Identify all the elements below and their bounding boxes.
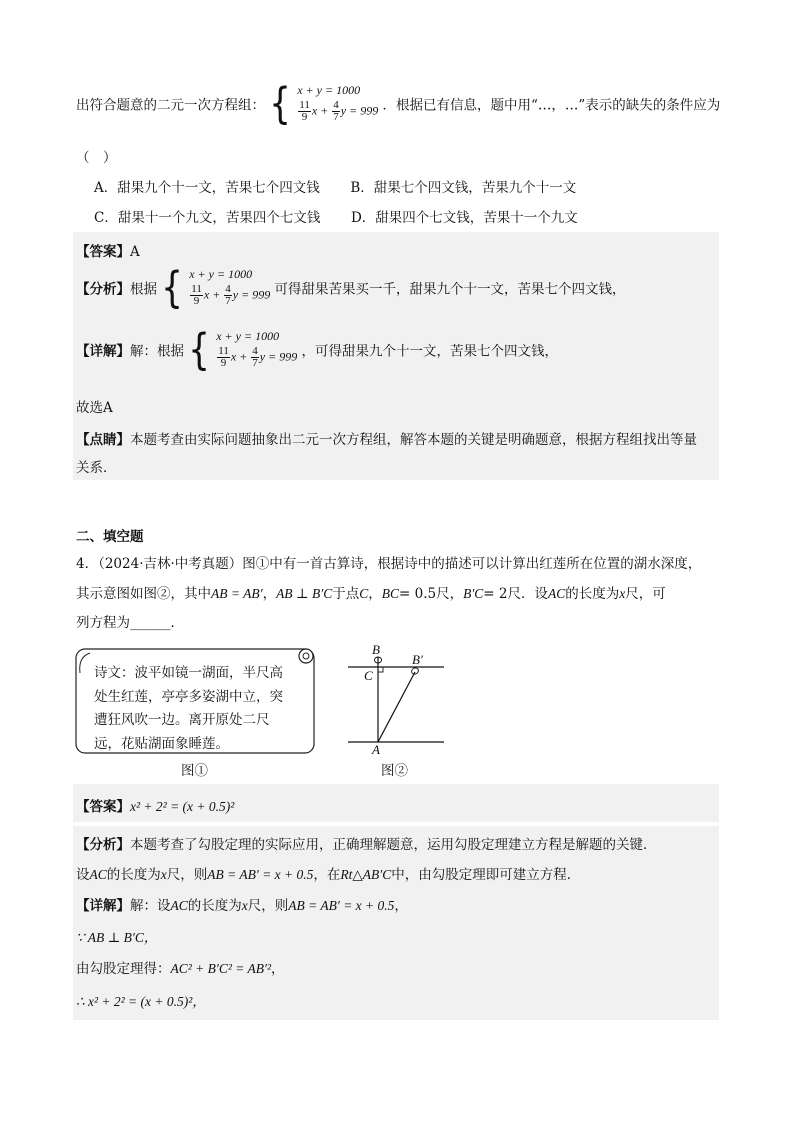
eq-row-2: $\frac{11}{9}$ x + $\frac{4}{7}$ y = 999 xyxy=(299,99,379,124)
q4-answer: 【答案】x² + 2² = (x + 0.5)² xyxy=(76,799,235,815)
q4-analysis: 【分析】本题考查了勾股定理的实际应用，正确理解题意，运用勾股定理建立方程是解题的关键． xyxy=(76,837,657,853)
figure-2-caption: 图② xyxy=(381,763,408,779)
q3-analysis: 【分析】根据 { x + y = 1000 $\frac{11}{9}$ x + $\frac{4}{7}$ y = 999 可得甜果苦果买一千，甜果九个十一文，苦果七个四文钱， xyxy=(76,262,626,313)
q4-line-3: 列方程为______． xyxy=(76,615,184,631)
eq-row-1: x + y = 1000 xyxy=(297,83,361,97)
q4-detail: 【详解】解：设AC的长度为x尺，则AB = AB′ = x + 0.5， xyxy=(76,898,408,914)
label-B: B xyxy=(372,642,380,657)
q4-analysis-line-2: 设AC的长度为x尺，则AB = AB′ = x + 0.5，在Rt△AB′C中，由勾股定理即可建立方程． xyxy=(76,867,581,883)
brace-symbol: { xyxy=(269,78,291,129)
q4-line-1: 4．（2024·吉林·中考真题）图①中有一首古算诗，根据诗中的描述可以计算出红莲所在位置的湖水深度， xyxy=(76,556,702,572)
label-A: A xyxy=(372,742,380,757)
q3-options-row-2 xyxy=(94,206,578,226)
q3-options-row-1 xyxy=(94,176,576,196)
q3-answer: 【答案】A xyxy=(76,244,140,260)
option-d[interactable]: D．甜果四个七文钱，苦果十一个九文 xyxy=(350,210,578,226)
label-B-prime: B′ xyxy=(412,652,423,667)
option-c[interactable]: C．甜果十一个九文，苦果四个七文钱 xyxy=(94,210,321,226)
option-a[interactable]: A．甜果九个十一文，苦果七个四文钱 xyxy=(94,180,320,196)
q3-system-line xyxy=(76,78,721,129)
q3-equation-system xyxy=(269,78,379,129)
q3-paren: （ ） xyxy=(76,150,117,166)
label-C: C xyxy=(364,668,373,683)
fraction-4-7: $\frac{4}{7}$ xyxy=(333,99,339,124)
detail-equation-system: { x + y = 1000 $\frac{11}{9}$ x + $\frac{4}{7}$ y = 999 xyxy=(188,324,298,375)
equation-rows xyxy=(297,84,378,123)
option-b[interactable]: B．甜果七个四文钱，苦果九个十一文 xyxy=(350,180,577,196)
q3-intro-text: 出符合题意的二元一次方程组： xyxy=(76,97,265,114)
q3-after-text: ．根据已有信息，题中用“…，…”表示的缺失的条件应为 xyxy=(382,97,721,114)
brace-symbol: { xyxy=(188,324,210,375)
figure-1-caption: 图① xyxy=(181,763,208,779)
poem-text: 诗文：波平如镜一湖面，半尺高 处生红莲，亭亭多姿湖中立，突 遭狂风吹一边。离开原处二尺 远，花贴湖面象睡莲。 xyxy=(94,665,283,752)
fraction-11-9: $\frac{11}{9}$ xyxy=(299,99,310,124)
q3-comment: 【点睛】本题考查由实际问题抽象出二元一次方程组，解答本题的关键是明确题意，根据方程组找出等量 xyxy=(76,432,697,448)
q4-line-2: 其示意图如图②，其中AB = AB′，AB ⊥ B′C于点C，BC= 0.5尺，B′C= 2尺．设AC的长度为x尺，可 xyxy=(76,586,666,602)
q4-step-3: ∴ x² + 2² = (x + 0.5)²， xyxy=(76,994,206,1009)
brace-symbol: { xyxy=(161,262,183,313)
section-title: 二、填空题 xyxy=(76,529,144,545)
answer-blank[interactable]: ______． xyxy=(130,615,184,631)
q3-conclusion: 故选A xyxy=(76,400,113,416)
analysis-equation-system: { x + y = 1000 $\frac{11}{9}$ x + $\frac{4}{7}$ y = 999 xyxy=(161,262,271,313)
geometry-diagram xyxy=(344,640,448,752)
q3-comment-line-2: 关系． xyxy=(76,460,117,476)
q4-step-2: 由勾股定理得：AC² + B′C² = AB′²， xyxy=(76,961,285,977)
q4-step-1: ∵ AB ⊥ B′C， xyxy=(76,930,158,945)
q3-detail: 【详解】解：根据 { x + y = 1000 $\frac{11}{9}$ x + $\frac{4}{7}$ y = 999 ，可得甜果九个十一文，苦果七个四文钱， xyxy=(76,324,558,375)
